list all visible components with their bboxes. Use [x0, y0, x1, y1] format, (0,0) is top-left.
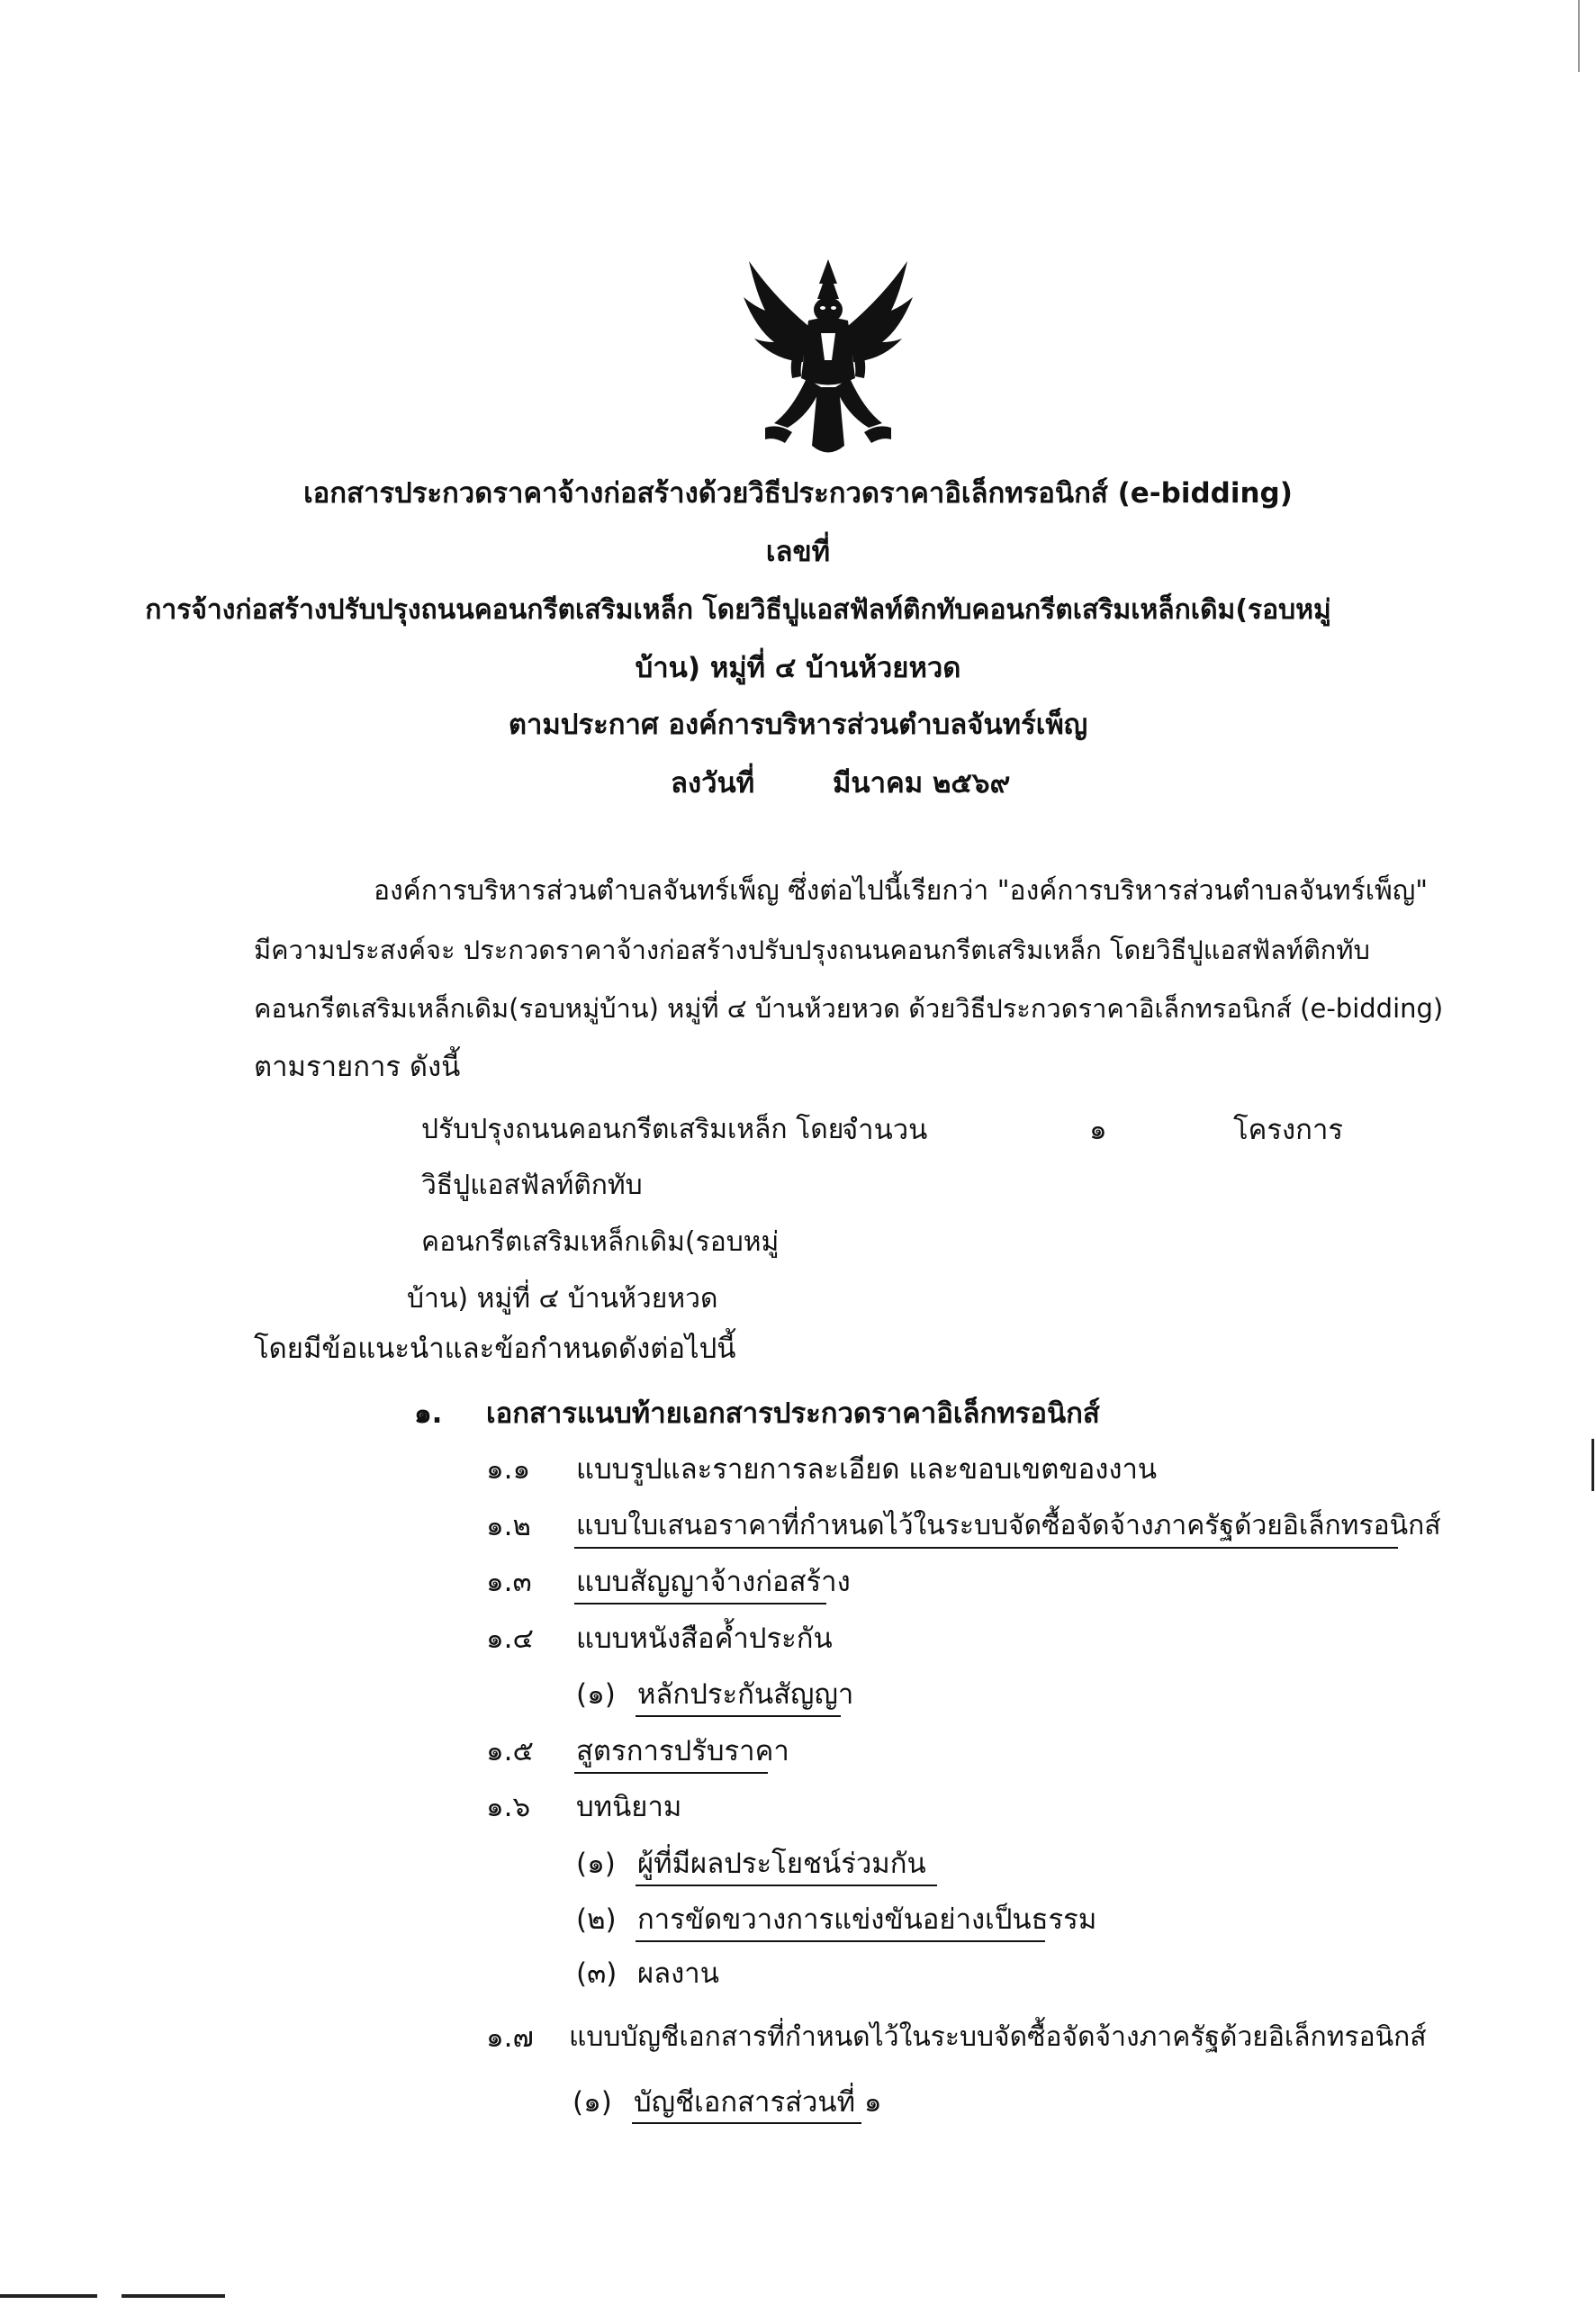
date-value: มีนาคม ๒๕๖๙ — [833, 767, 1011, 800]
scan-edge-mark — [1578, 0, 1580, 72]
item-num: ๑.๒ — [486, 1510, 531, 1542]
subitem-text: หลักประกันสัญญา — [637, 1678, 854, 1711]
scan-edge-mark — [122, 2294, 225, 2298]
underline — [574, 1547, 1398, 1549]
guidance-line: โดยมีข้อแนะนำและข้อกำหนดดังต่อไปนี้ — [254, 1333, 736, 1365]
intro-line3: คอนกรีตเสริมเหล็กเดิม(รอบหมู่บ้าน) หมู่ที่ ๔ บ้านห้วยหวด ด้วยวิธีประกวดราคาอิเล็กทรอนิกส์ (e-bidding) — [254, 993, 1444, 1024]
announcement-line: ตามประกาศ องค์การบริหารส่วนตำบลจันทร์เพ็ญ — [508, 709, 1088, 741]
item-num: ๑.๔ — [486, 1623, 534, 1655]
underline — [636, 1885, 937, 1886]
subitem-num: (๑) — [573, 2086, 612, 2119]
underline — [574, 1772, 768, 1774]
item-text: แบบใบเสนอราคาที่กำหนดไว้ในระบบจัดซื้อจัดจ้างภาครัฐด้วยอิเล็กทรอนิกส์ — [576, 1510, 1441, 1541]
item-num: ๑.๕ — [486, 1735, 534, 1767]
intro-line1: องค์การบริหารส่วนตำบลจันทร์เพ็ญ ซึ่งต่อไปนี้เรียกว่า "องค์การบริหารส่วนตำบลจันทร์เพ็ญ" — [374, 875, 1429, 907]
document-title: เอกสารประกวดราคาจ้างก่อสร้างด้วยวิธีประกวดราคาอิเล็กทรอนิกส์ (e-bidding) — [303, 477, 1293, 510]
underline — [632, 2122, 861, 2124]
item-text: แบบสัญญาจ้างก่อสร้าง — [576, 1566, 851, 1598]
document-number-label: เลขที่ — [765, 536, 831, 568]
subitem-text: ผลงาน — [637, 1957, 719, 1990]
item-text: แบบรูปและรายการละเอียด และขอบเขตของงาน — [576, 1453, 1158, 1486]
item-unit: โครงการ — [1233, 1114, 1344, 1146]
project-title-line2: บ้าน) หมู่ที่ ๔ บ้านห้วยหวด — [635, 652, 961, 684]
section-1-title: เอกสารแนบท้ายเอกสารประกวดราคาอิเล็กทรอนิกส์ — [486, 1397, 1100, 1430]
item-num: ๑.๖ — [486, 1791, 531, 1823]
project-title-line1: การจ้างก่อสร้างปรับปรุงถนนคอนกรีตเสริมเหล็ก โดยวิธีปูแอสฟัลท์ติกทับคอนกรีตเสริมเหล็กเดิม(รอบหมู่ — [145, 594, 1331, 626]
subitem-text: ผู้ที่มีผลประโยชน์ร่วมกัน — [637, 1848, 926, 1880]
item-num: ๑.๓ — [486, 1566, 532, 1598]
subitem-num: (๑) — [576, 1678, 616, 1711]
scan-edge-mark — [0, 2294, 97, 2298]
subitem-text: บัญชีเอกสารส่วนที่ ๑ — [634, 2086, 882, 2119]
item-qty-value: ๑ — [1089, 1114, 1107, 1146]
date-label: ลงวันที่ — [671, 767, 755, 800]
item-text: สูตรการปรับราคา — [576, 1735, 789, 1767]
item-num: ๑.๗ — [486, 2021, 534, 2054]
subitem-text: การขัดขวางการแข่งขันอย่างเป็นธรรม — [637, 1903, 1097, 1936]
item-text: บทนิยาม — [576, 1791, 682, 1823]
section-1-number: ๑. — [414, 1397, 443, 1430]
item-desc-line1: ปรับปรุงถนนคอนกรีตเสริมเหล็ก โดย — [421, 1114, 844, 1145]
subitem-num: (๑) — [576, 1848, 616, 1880]
subitem-num: (๒) — [576, 1903, 617, 1936]
subitem-num: (๓) — [576, 1957, 618, 1990]
item-text: แบบหนังสือค้ำประกัน — [576, 1623, 833, 1655]
item-desc-line3: คอนกรีตเสริมเหล็กเดิม(รอบหมู่ — [421, 1226, 780, 1258]
item-desc-line4: บ้าน) หมู่ที่ ๔ บ้านห้วยหวด — [407, 1283, 718, 1315]
underline — [636, 1940, 1045, 1942]
item-qty-label: จำนวน — [842, 1114, 928, 1146]
scan-edge-mark — [1591, 1439, 1594, 1491]
underline — [574, 1603, 826, 1604]
item-desc-line2: วิธีปูแอสฟัลท์ติกทับ — [421, 1170, 643, 1201]
intro-line4: ตามรายการ ดังนี้ — [254, 1051, 461, 1083]
item-num: ๑.๑ — [486, 1453, 531, 1486]
intro-line2: มีความประสงค์จะ ประกวดราคาจ้างก่อสร้างปรับปรุงถนนคอนกรีตเสริมเหล็ก โดยวิธีปูแอสฟัลท์ติกทับ — [254, 935, 1370, 965]
underline — [636, 1715, 841, 1717]
item-text: แบบบัญชีเอกสารที่กำหนดไว้ในระบบจัดซื้อจัดจ้างภาครัฐด้วยอิเล็กทรอนิกส์ — [569, 2021, 1427, 2053]
garuda-emblem-icon — [738, 243, 918, 468]
